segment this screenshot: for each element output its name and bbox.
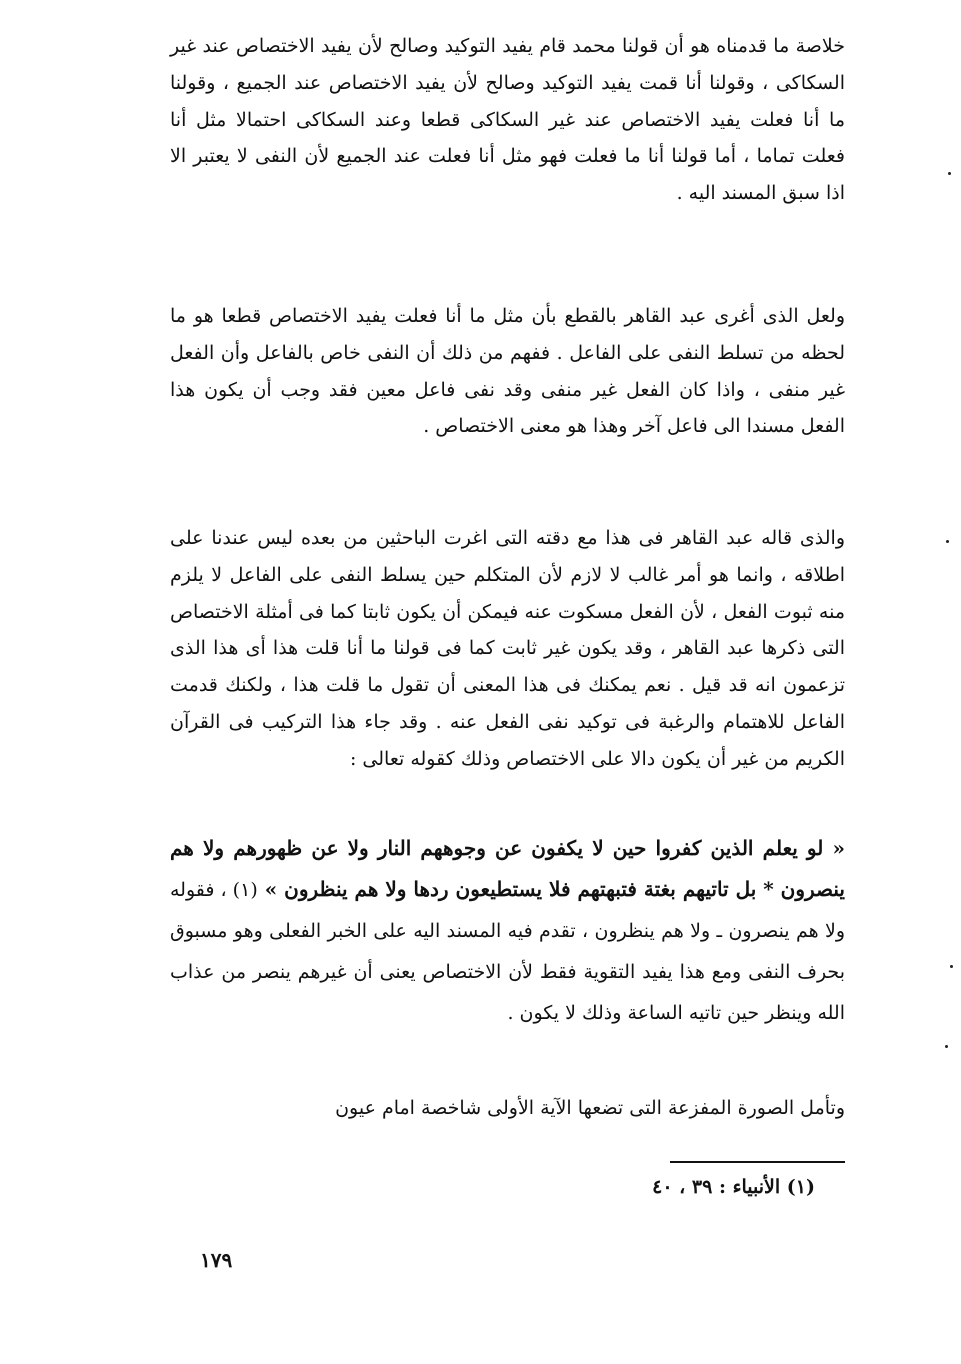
scan-speck [950,965,953,968]
scan-speck [945,1045,948,1048]
paragraph-abdulqaher: ولعل الذى أغرى عبد القاهر بالقطع بأن مثل ما أنا فعلت يفيد الاختصاص قطعا هو ما لحظه من تسلط النفى على الفاعل . ففهم من ذلك أن النفى خاص بالفاعل وأن الفعل غير منفى ، واذا كان الفعل غير منفى وقد نفى فاعل معين فقد وجب أن يكون هذا الفعل مسندا الى فاعل آخر وهذا هو معنى الاختصاص . [170,305,845,438]
paragraph-critique: والذى قاله عبد القاهر فى هذا مع دقته التى اغرت الباحثين من بعده ليس عندنا على اطلاقه ، وانما هو أمر غالب لا لازم لأن المتكلم حين يسلط النفى على الفاعل لا يلزم منه ثبوت الفعل ، لأن الفعل مسكوت عنه فيمكن أن يكون ثابتا كما فى أمثلة الاختصاص التى ذكرها عبد القاهر ، وقد يكون غير ثابت كما فى قولنا ما أنا قلت هذا أى هذا الذى تزعمون انه قد قيل . نعم يمكنك فى هذا المعنى أن تقول ما قلت هذا ، ولكنك قدمت الفاعل للاهتمام والرغبة فى توكيد نفى الفعل عنه . وقد جاء هذا التركيب فى القرآن الكريم من غير أن يكون دالا على الاختصاص وذلك كقوله تعالى : [170,527,845,770]
quran-quote-text: « لو يعلم الذين كفروا حين لا يكفون عن وجوههم النار ولا عن ظهورهم ولا هم ينصرون * بل تاتيهم بغتة فتبهتهم فلا يستطيعون ردها ولا هم ينظرون » [170,836,845,901]
scan-speck [946,540,949,543]
book-page [170,28,845,1338]
paragraph-summary: خلاصة ما قدمناه هو أن قولنا محمد قام يفيد التوكيد وصالح لأن يفيد الاختصاص عند غير السكاكى ، وقولنا أنا قمت يفيد التوكيد وصالح لأن يفيد الاختصاص عند الجميع ، وقولنا ما أنا فعلت يفيد الاختصاص عند غير السكاكى قطعا وعند السكاكى احتمالا مثل أنا فعلت تماما ، أما قولنا أنا ما فعلت فهو مثل أنا فعلت عند الجميع لأن النفى لا يعتبر الا اذا سبق المسند اليه . [170,35,845,205]
quote-commentary: (١) ، فقوله ولا هم ينصرون ـ ولا هم ينظرون ، تقدم فيه المسند اليه على الخبر الفعلى وهو مسبوق بحرف النفى ومع هذا يفيد التقوية فقط لأن الاختصاص يعنى أن غيرهم ينصر من عذاب الله وينظر حين تاتيه الساعة وذلك لا يكون . [169,879,845,1024]
quran-quote-block [170,828,845,1033]
page-number: ١٧٩ [200,1248,233,1272]
footnote: (١) الأنبياء : ٣٩ ، ٤٠ [652,1176,815,1198]
quran-quote [170,828,845,1033]
footnote-divider [670,1161,845,1163]
paragraph-contemplate: وتأمل الصورة المفزعة التى تضعها الآية الأولى شاخصة امام عيون [335,1097,845,1119]
scan-speck [948,172,951,175]
